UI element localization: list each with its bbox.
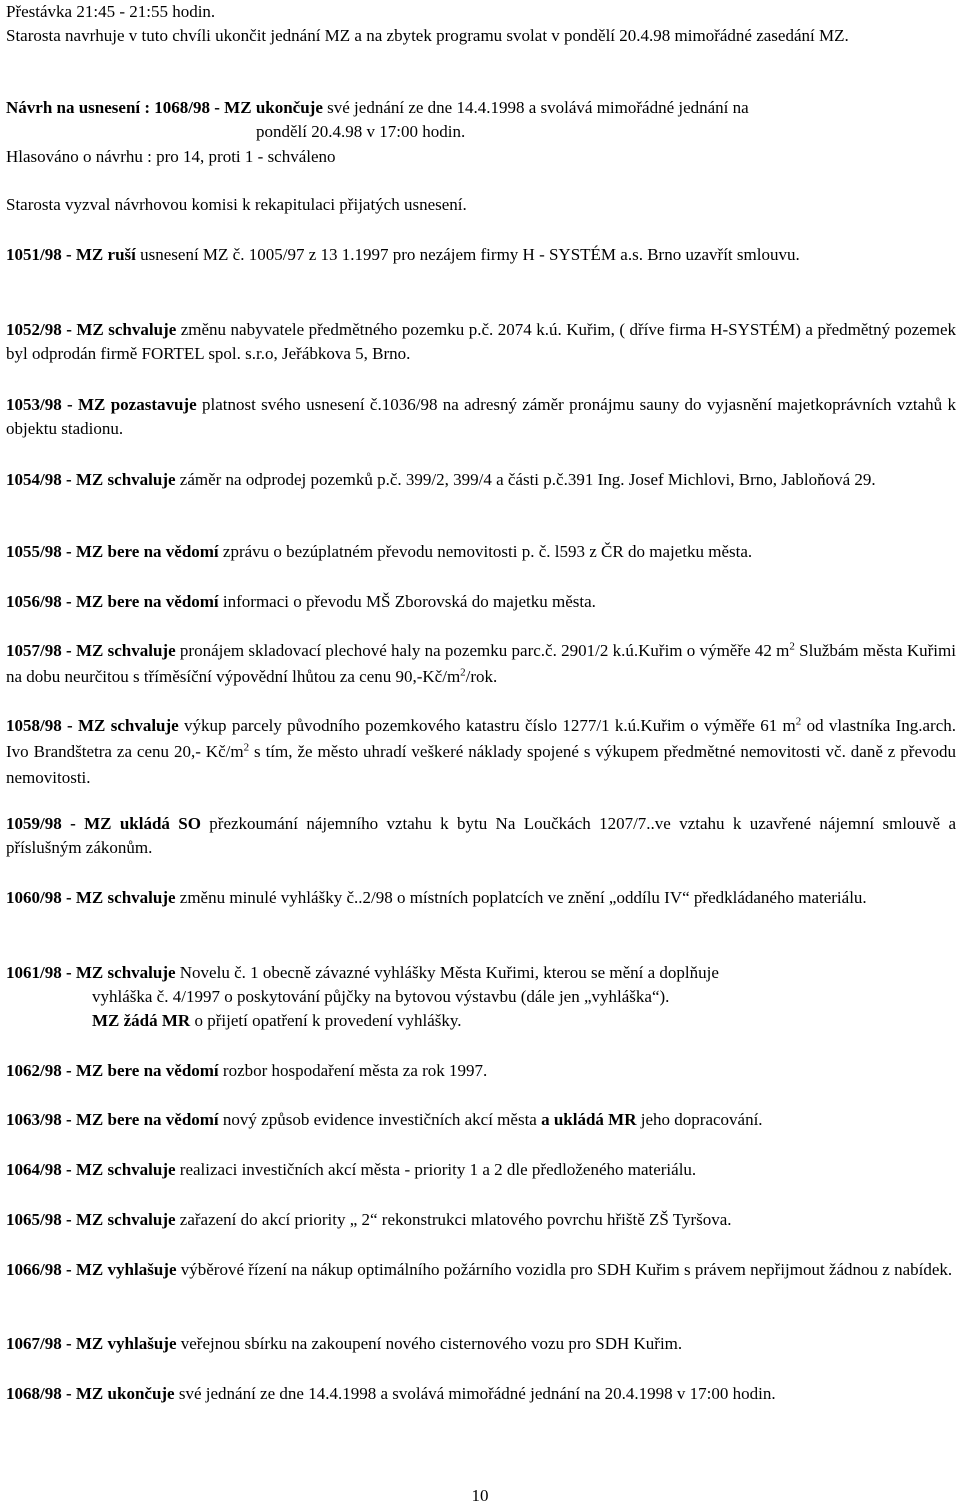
- resolution-text: přezkoumání nájemního vztahu k bytu Na Loučkách 1207/7..ve vztahu k uzavřené nájemní smlouvě a příslušným zákonům.: [6, 814, 956, 857]
- resolution-verb: bere na vědomí: [107, 1061, 219, 1080]
- resolution-number: 1064/98 - MZ: [6, 1160, 108, 1179]
- resolution-number: 1054/98 - MZ: [6, 470, 108, 489]
- resolution-text: realizaci investičních akcí města - priority 1 a 2 dle předloženého materiálu.: [175, 1160, 697, 1179]
- resolution-verb: schvaluje: [107, 963, 176, 982]
- resolution-1052: [6, 318, 956, 366]
- resolution-verb: schvaluje: [108, 320, 177, 339]
- resolution-text: záměr na odprodej pozemků p.č. 399/2, 399/4 a části p.č.391 Ing. Josef Michlovi, Brno, Jabloňová 29.: [175, 470, 876, 489]
- resolution-verb: pozastavuje: [110, 395, 197, 414]
- resolution-text: své jednání ze dne 14.4.1998 a svolává mimořádné jednání na 20.4.1998 v 17:00 hodin.: [174, 1384, 776, 1403]
- resolution-1061-continuation: vyhláška č. 4/1997 o poskytování půjčky na bytovou výstavbu (dále jen „vyhláška“).: [92, 987, 670, 1006]
- resolution-1063: [6, 1108, 956, 1132]
- mayor-proposal: Starosta navrhuje v tuto chvíli ukončit jednání MZ a na zbytek programu svolat v pondělí 20.4.98 mimořádné zasedání MZ.: [6, 26, 849, 45]
- resolution-verb: bere na vědomí: [107, 592, 219, 611]
- resolution-verb: schvaluje: [107, 1160, 176, 1179]
- resolution-1062: [6, 1059, 956, 1083]
- resolution-verb: ukončuje: [107, 1384, 175, 1403]
- resolution-number: 1062/98 - MZ: [6, 1061, 108, 1080]
- resolution-verb: bere na vědomí: [107, 1110, 219, 1129]
- resolution-number: 1063/98 - MZ: [6, 1110, 108, 1129]
- resolution-1068: [6, 1382, 956, 1406]
- resolution-verb: a ukládá MR: [541, 1110, 637, 1129]
- resolution-text: o přijetí opatření k provedení vyhlášky.: [190, 1011, 462, 1030]
- resolution-number: 1066/98 - MZ: [6, 1260, 108, 1279]
- resolution-1061: [6, 961, 956, 985]
- vote-result: Hlasováno o návrhu : pro 14, proti 1 - schváleno: [6, 147, 336, 166]
- resolution-number: 1058/98 - MZ: [6, 716, 111, 735]
- superscript: 2: [795, 715, 802, 728]
- resolution-text: od vlastníka Ing.arch. Ivo Brandštetra za cenu 20,- Kč/m: [6, 716, 956, 761]
- resolution-1051: [6, 243, 956, 267]
- resolution-verb: schvaluje: [107, 1210, 176, 1229]
- resolution-text: s tím, že město uhradí veškeré náklady spojené s výkupem předmětné nemovitosti vč. daně z převodu nemovitosti.: [6, 742, 956, 787]
- resolution-text: zprávu o bezúplatném převodu nemovitosti p. č. l593 z ČR do majetku města.: [218, 542, 753, 561]
- resolution-verb: ruší: [107, 245, 136, 264]
- resolution-1055: [6, 540, 956, 564]
- resolution-number: 1065/98 - MZ: [6, 1210, 108, 1229]
- resolution-1066: [6, 1258, 956, 1282]
- resolution-text: změnu nabyvatele předmětného pozemku p.č. 2074 k.ú. Kuřim, ( dříve firma H-SYSTÉM) a předmětný pozemek byl odprodán firmě FORTEL spol. s.r.o, Jeřábkova 5, Brno.: [6, 320, 956, 363]
- resolution-text: rozbor hospodaření města za rok 1997.: [218, 1061, 488, 1080]
- resolution-number: 1060/98 - MZ: [6, 888, 108, 907]
- recap-request: Starosta vyzval návrhovou komisi k rekapitulaci přijatých usnesení.: [6, 195, 467, 214]
- resolution-text: nový způsob evidence investičních akcí města: [218, 1110, 542, 1129]
- resolution-text: pronájem skladovací plechové haly na pozemku parc.č. 2901/2 k.ú.Kuřim o výměře 42 m: [175, 641, 790, 660]
- resolution-1057: [6, 638, 956, 690]
- motion-paragraph: [6, 96, 956, 120]
- motion-text-1: své jednání ze dne 14.4.1998 a svolává mimořádné jednání na: [322, 98, 749, 117]
- resolution-number: 1056/98 - MZ: [6, 592, 108, 611]
- resolution-number: 1051/98 - MZ: [6, 245, 108, 264]
- resolution-text: změnu minulé vyhlášky č..2/98 o místních poplatcích ve znění „oddílu IV“ předkládaného materiálu.: [175, 888, 867, 907]
- resolution-1053: [6, 393, 956, 441]
- resolution-1059: [6, 812, 956, 860]
- resolution-verb: vyhlašuje: [107, 1334, 177, 1353]
- resolution-verb: schvaluje: [110, 716, 179, 735]
- resolution-text: /rok.: [465, 667, 498, 686]
- resolution-verb: ukládá SO: [119, 814, 201, 833]
- resolution-verb: schvaluje: [107, 641, 176, 660]
- resolution-text: výběrové řízení na nákup optimálního požárního vozidla pro SDH Kuřim s právem nepřijmout žádnou z nabídek.: [176, 1260, 953, 1279]
- resolution-number: 1061/98 - MZ: [6, 963, 108, 982]
- break-line: Přestávka 21:45 - 21:55 hodin.: [6, 2, 216, 21]
- resolution-1058: [6, 713, 956, 791]
- resolution-1065: [6, 1208, 956, 1232]
- resolution-number: 1055/98 - MZ: [6, 542, 108, 561]
- resolution-verb: schvaluje: [107, 888, 176, 907]
- resolution-text: jeho dopracování.: [636, 1110, 763, 1129]
- resolution-1054: [6, 468, 956, 492]
- superscript: 2: [460, 666, 466, 679]
- superscript: 2: [243, 741, 250, 754]
- resolution-verb: bere na vědomí: [107, 542, 219, 561]
- resolution-text: Novelu č. 1 obecně závazné vyhlášky Města Kuřimi, kterou se mění a doplňuje: [175, 963, 719, 982]
- motion-continuation: pondělí 20.4.98 v 17:00 hodin.: [256, 122, 466, 141]
- resolution-number: 1067/98 - MZ: [6, 1334, 108, 1353]
- resolution-text: platnost svého usnesení č.1036/98 na adresný záměr pronájmu sauny do vyjasnění majetkoprávních vztahů k objektu stadionu.: [6, 395, 956, 438]
- resolution-text: zařazení do akcí priority „ 2“ rekonstrukci mlatového povrchu hřiště ZŠ Tyršova.: [175, 1210, 732, 1229]
- resolution-verb: schvaluje: [107, 470, 176, 489]
- resolution-text: informaci o převodu MŠ Zborovská do majetku města.: [218, 592, 596, 611]
- resolution-1061-request: [6, 1009, 960, 1033]
- resolution-1064: [6, 1158, 956, 1182]
- resolution-text: usnesení MZ č. 1005/97 z 13 1.1997 pro nezájem firmy H - SYSTÉM a.s. Brno uzavřít smlouvu.: [135, 245, 800, 264]
- motion-lead: Návrh na usnesení : 1068/98 - MZ ukončuje: [6, 98, 323, 117]
- resolution-number: 1053/98 - MZ: [6, 395, 111, 414]
- page-number: 10: [471, 1486, 489, 1505]
- resolution-number: 1057/98 - MZ: [6, 641, 108, 660]
- resolution-1060: [6, 886, 956, 910]
- resolution-number: 1052/98 - MZ: [6, 320, 109, 339]
- resolution-text: veřejnou sbírku na zakoupení nového cisternového vozu pro SDH Kuřim.: [176, 1334, 683, 1353]
- resolution-number: 1068/98 - MZ: [6, 1384, 108, 1403]
- resolution-verb: MZ žádá MR: [92, 1011, 191, 1030]
- resolution-text: výkup parcely původního pozemkového katastru číslo 1277/1 k.ú.Kuřim o výměře 61 m: [178, 716, 796, 735]
- resolution-text: Službám města Kuřimi na dobu neurčitou s tříměsíční výpovědní lhůtou za cenu 90,-Kč/m: [6, 641, 956, 686]
- resolution-number: 1059/98 - MZ: [6, 814, 120, 833]
- resolution-1056: [6, 590, 956, 614]
- resolution-verb: vyhlašuje: [107, 1260, 177, 1279]
- resolution-1067: [6, 1332, 956, 1356]
- superscript: 2: [789, 640, 795, 653]
